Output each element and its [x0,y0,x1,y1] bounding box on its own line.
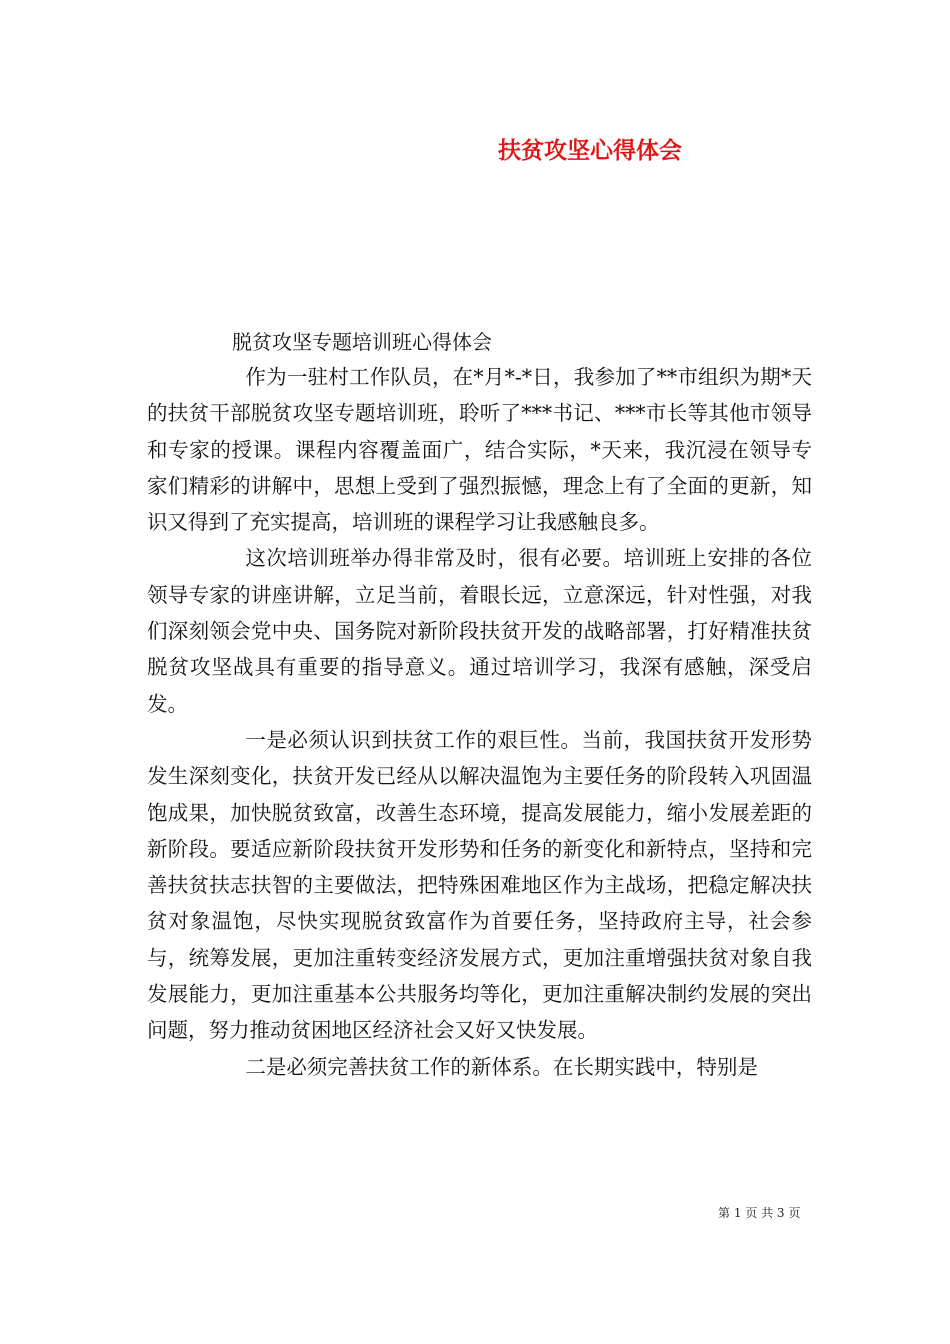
document-title: 扶贫攻坚心得体会 [498,137,682,164]
page-number-footer: 第 1 页 共 3 页 [718,1206,801,1220]
document-subtitle: 脱贫攻坚专题培训班心得体会 [232,330,492,354]
paragraph: 一是必须认识到扶贫工作的艰巨性。当前，我国扶贫开发形势发生深刻变化，扶贫开发已经从以解决温饱为主要任务的阶段转入巩固温饱成果，加快脱贫致富，改善生态环境，提高发展能力，缩小发展差距的新阶段。要适应新阶段扶贫开发形势和任务的新变化和新特点，坚持和完善扶贫扶志扶智的主要做法，把特殊困难地区作为主战场，把稳定解决扶贫对象温饱，尽快实现脱贫致富作为首要任务，坚持政府主导，社会参与，统筹发展，更加注重转变经济发展方式，更加注重增强扶贫对象自我发展能力，更加注重基本公共服务均等化，更加注重解决制约发展的突出问题，努力推动贫困地区经济社会又好又快发展。 [147,727,812,1043]
paragraph: 作为一驻村工作队员，在*月*-*日，我参加了**市组织为期*天的扶贫干部脱贫攻坚专题培训班，聆听了***书记、***市长等其他市领导和专家的授课。课程内容覆盖面广，结合实际，*天来，我沉浸在领导专家们精彩的讲解中，思想上受到了强烈振憾，理念上有了全面的更新，知识又得到了充实提高，培训班的课程学习让我感触良多。 [147,365,812,535]
document-body [147,359,812,1085]
paragraph: 二是必须完善扶贫工作的新体系。在长期实践中，特别是 [245,1054,758,1079]
paragraph: 这次培训班举办得非常及时，很有必要。培训班上安排的各位领导专家的讲座讲解，立足当前，着眼长远，立意深远，针对性强，对我们深刻领会党中央、国务院对新阶段扶贫开发的战略部署，打好精准扶贫脱贫攻坚战具有重要的指导意义。通过培训学习，我深有感触，深受启发。 [147,546,812,716]
